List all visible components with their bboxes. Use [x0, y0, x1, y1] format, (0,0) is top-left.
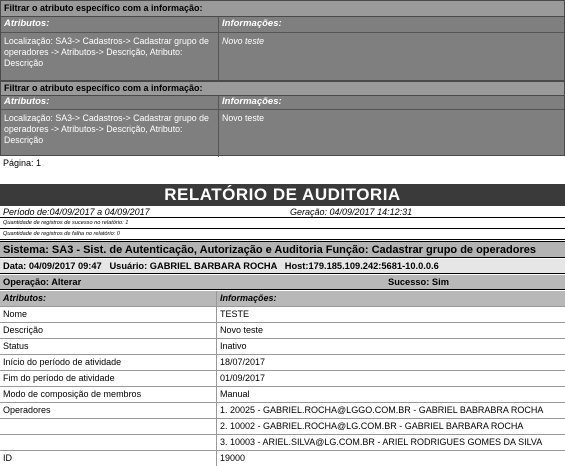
row-atributo: Fim do período de atividade	[0, 371, 217, 386]
row-informacao: 01/09/2017	[220, 373, 266, 383]
filter-header	[1, 17, 564, 33]
header-atributos: Atributos:	[0, 291, 217, 306]
table-row	[0, 403, 565, 419]
row-informacao: TESTE	[220, 309, 250, 319]
filter-block-1	[0, 0, 565, 81]
table-row	[0, 323, 565, 339]
table-row	[0, 355, 565, 371]
row-informacao: Manual	[220, 389, 250, 399]
operation-row	[0, 275, 565, 290]
qtd-sucesso: Quantidade de registros de sucesso no relatório: 1	[0, 219, 565, 229]
attributes-table	[0, 291, 565, 466]
header-informacoes: Informações:	[220, 293, 277, 303]
qtd-falha: Quantidade de registros de falha no relatório: 0	[0, 230, 565, 240]
row-informacao: 2. 10002 - GABRIEL.ROCHA@LG.COM.BR - GABRIEL BARBARA ROCHA	[220, 421, 524, 431]
table-row	[0, 307, 565, 323]
row-atributo	[0, 435, 217, 450]
table-row	[0, 339, 565, 355]
row-informacao: Novo teste	[220, 325, 264, 335]
row-informacao: 1. 20025 - GABRIEL.ROCHA@LGGO.COM.BR - GABRIEL BABRABRA ROCHA	[220, 405, 544, 415]
row-informacao: Inativo	[220, 341, 247, 351]
table-row	[0, 451, 565, 466]
table-row	[0, 435, 565, 451]
table-row	[0, 371, 565, 387]
row-atributo: Descrição	[0, 323, 217, 338]
filter-atributo-value: Localização: SA3-> Cadastros-> Cadastrar grupo de operadores -> Atributos-> Descrição, Atributo: Descrição	[1, 33, 219, 82]
geracao: Geração: 04/09/2017 14:12:31	[290, 207, 413, 217]
filter-title: Filtrar o atributo específico com a informação:	[1, 1, 564, 17]
table-row	[0, 419, 565, 435]
filter-informacao-value: Novo teste	[222, 113, 265, 123]
col-informacoes: Informações:	[222, 18, 282, 29]
filter-block-2	[0, 81, 565, 156]
filter-body	[1, 33, 564, 82]
col-atributos: Atributos:	[1, 96, 219, 109]
filter-informacao-value: Novo teste	[222, 36, 265, 46]
row-atributo: Status	[0, 339, 217, 354]
page-number: Página: 1	[3, 158, 42, 168]
period-row	[0, 206, 565, 218]
col-atributos: Atributos:	[1, 17, 219, 32]
report-title: RELATÓRIO DE AUDITORIA	[0, 184, 565, 206]
row-informacao: 3. 10003 - ARIEL.SILVA@LG.COM.BR - ARIEL RODRIGUES GOMES DA SILVA	[220, 437, 543, 447]
row-atributo: Nome	[0, 307, 217, 322]
operacao: Operação: Alterar	[3, 277, 82, 287]
row-atributo: ID	[0, 451, 217, 466]
filter-body	[1, 110, 564, 157]
col-informacoes: Informações:	[222, 96, 282, 107]
table-header	[0, 291, 565, 307]
system-header: Sistema: SA3 - Sist. de Autenticação, Autorização e Auditoria Função: Cadastrar grupo de operadores	[0, 241, 565, 258]
filter-atributo-value: Localização: SA3-> Cadastros-> Cadastrar grupo de operadores -> Atributos-> Descrição, Atributo: Descrição	[1, 110, 219, 157]
periodo: Período de:04/09/2017 a 04/09/2017	[3, 207, 150, 217]
row-atributo: Início do período de atividade	[0, 355, 217, 370]
filter-title: Filtrar o atributo específico com a informação:	[1, 82, 564, 96]
row-atributo: Modo de composição de membros	[0, 387, 217, 402]
row-atributo: Operadores	[0, 403, 217, 418]
row-informacao: 18/07/2017	[220, 357, 266, 367]
audit-data-line: Data: 04/09/2017 09:47 Usuário: GABRIEL BARBARA ROCHA Host:179.185.109.242:5681-10.0.0.6	[0, 259, 565, 274]
sucesso: Sucesso: Sim	[388, 277, 449, 287]
filter-header	[1, 96, 564, 110]
row-atributo	[0, 419, 217, 434]
row-informacao: 19000	[220, 453, 246, 463]
table-row	[0, 387, 565, 403]
